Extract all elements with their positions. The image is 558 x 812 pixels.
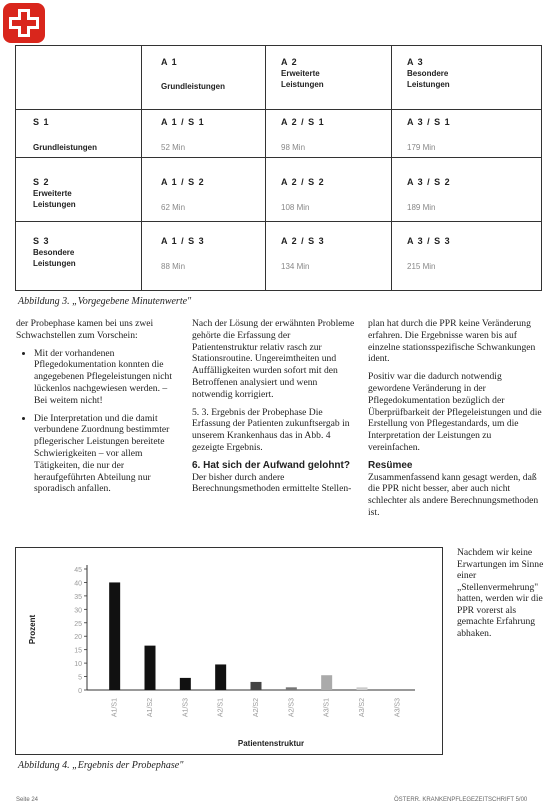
table-cell [281,177,325,213]
cell-code: A 3 / S 3 [407,236,451,246]
row-code: S 1 [33,117,50,127]
list-item: • Mit der vorhandenen Pflegedokumentation konnten die angegebenen Pflegeleistungen nicht lückenlos nachgewiesen werden. – Bei weitem nicht! [34,348,179,407]
column-code: A 1 [161,57,178,67]
list-item: • Die Interpretation und die damit verbundene Zuordnung bestimmter pflegerischer Leistungen bereitete Schwierigkeiten – vor allem Tätigkeiten, die nur der heraufgeführten Abteilung nur sporadisch anfallen. [34,413,179,496]
table-cell [161,177,205,213]
paragraph: Nach der Lösung der erwähnten Probleme gehörte die Erfassung der Patientenstruktur relativ rasch zur Stationsroutine. Ungereimtheiten und Auffälligkeiten wurden sofort mit den Betroffenen analysiert und wenn notwendig korrigiert. [192,318,355,400]
cell-value: 98 Min [281,143,306,152]
article-column-2 [192,318,357,501]
bar [357,687,368,690]
y-tick-label: 35 [74,593,82,601]
row-label: Besondere Leistungen [33,248,76,268]
cell-code: A 3 / S 1 [407,117,451,127]
result-bar-chart [15,547,443,755]
x-tick-label: A1/S1 [111,698,119,718]
y-tick-label: 25 [74,620,82,628]
paragraph: der Probephase kamen bei uns zwei Schwachstellen zum Vorschein: [16,318,154,341]
table-cell [161,117,205,153]
bar [215,664,226,690]
x-tick-label: A2/S3 [288,698,296,718]
y-tick-label: 0 [78,688,82,695]
page-number: Seite 24 [16,797,39,803]
row-code: S 3 [33,236,50,246]
x-tick-label: A2/S1 [217,698,225,718]
x-tick-label: A1/S2 [147,698,154,718]
column-header-a1 [161,57,261,92]
y-axis-label: Prozent [28,614,37,645]
table-cell [281,117,325,153]
bar [286,687,297,690]
row-code: S 2 [33,177,50,187]
x-axis-label: Patientenstruktur [237,739,305,748]
section-heading: Resümee [368,459,413,471]
bullet-list [16,348,179,496]
x-tick-label: A3/S2 [359,698,366,718]
cell-code: A 2 / S 1 [281,117,325,127]
column-code: A 2 [281,57,298,67]
paragraph: Der bisher durch andere Berechnungsmethoden ermittelte Stellen- [192,471,352,495]
minute-values-table [15,45,542,291]
bar [109,582,120,690]
row-header-s2 [33,177,103,210]
cell-code: A 1 / S 1 [161,117,205,127]
y-tick-label: 5 [78,674,82,682]
cell-code: A 3 / S 2 [407,177,451,187]
cell-value: 62 Min [161,203,186,212]
column-header-a2 [281,57,381,90]
y-tick-label: 40 [74,580,82,588]
cell-value: 52 Min [161,143,186,152]
y-tick-label: 45 [74,567,82,574]
row-label: Erweiterte Leistungen [33,189,76,209]
article-column-3 [368,318,544,525]
cell-code: A 1 / S 2 [161,177,205,187]
cell-code: A 1 / S 3 [161,236,205,246]
column-label: Besondere Leistungen [407,69,450,89]
journal-footer: ÖSTERR. KRANKENPFLEGEZEITSCHRIFT 5/00 [394,797,528,803]
row-label: Grundleistungen [33,143,97,152]
x-tick-label: A3/S1 [323,698,331,718]
paragraph: plan hat durch die PPR keine Veränderung erfahren. Die Ergebnisse waren bis auf einzelne stationsspezifische Schwankungen ident. [368,318,536,365]
row-header-s3 [33,236,103,269]
bar [180,678,191,690]
table-cell [407,177,451,213]
y-tick-label: 15 [74,647,82,655]
column-label: Erweiterte Leistungen [281,69,324,89]
bar [145,646,156,690]
cell-value: 179 Min [407,143,436,152]
table-cell [407,117,451,153]
cell-value: 88 Min [161,262,186,271]
paragraph: Nachdem wir keine Erwartungen im Sinne einer „Stellenvermehrung" hatten, werden wir die PPR vorerst als gemachte Erfahrung abhaken. [457,547,544,639]
column-label: Grundleistungen [161,82,225,91]
column-header-a3 [407,57,507,90]
cell-value: 108 Min [281,203,310,212]
row-header-s1 [33,117,97,153]
article-column-1 [16,318,179,501]
table-cell [407,236,451,272]
paragraph: Positiv war die dadurch notwendig gewordene Veränderung in der Pflegedokumentation bezüglich der Überprüfbarkeit der Pflegeleistungen und die Erstellung von Pflegestandards, um die Interpretation der Leistungen zu vereinfachen. [368,371,542,453]
cell-value: 215 Min [407,262,436,271]
cell-value: 189 Min [407,203,436,212]
cell-code: A 2 / S 3 [281,236,325,246]
table-cell [161,236,205,272]
cell-code: A 2 / S 2 [281,177,325,187]
x-tick-label: A3/S3 [394,698,402,718]
cell-value: 134 Min [281,262,310,271]
y-tick-label: 30 [74,607,82,615]
x-tick-label: A2/S2 [253,698,260,718]
cross-logo-icon [2,2,46,44]
bar [321,675,332,690]
paragraph: Zusammenfassend kann gesagt werden, daß die PPR nicht besser, aber auch nicht schlechter als andere Berechnungsmethoden ist. [368,471,539,518]
chart-caption: Abbildung 4. „Ergebnis der Probephase" [18,760,184,771]
side-text [457,547,547,639]
column-code: A 3 [407,57,424,67]
paragraph: 5. 3. Ergebnis der Probephase Die Erfassung der Patienten zukunftsergab in unserem Krankenhaus das in Abb. 4 gezeigte Ergebnis. [192,406,350,453]
y-tick-label: 20 [74,634,82,642]
y-tick-label: 10 [74,661,82,669]
bar [251,682,262,690]
table-cell [281,236,325,272]
section-heading: 6. Hat sich der Aufwand gelohnt? [192,459,350,471]
table-caption: Abbildung 3. „Vorgegebene Minutenwerte" [18,296,192,307]
x-tick-label: A1/S3 [182,698,190,718]
